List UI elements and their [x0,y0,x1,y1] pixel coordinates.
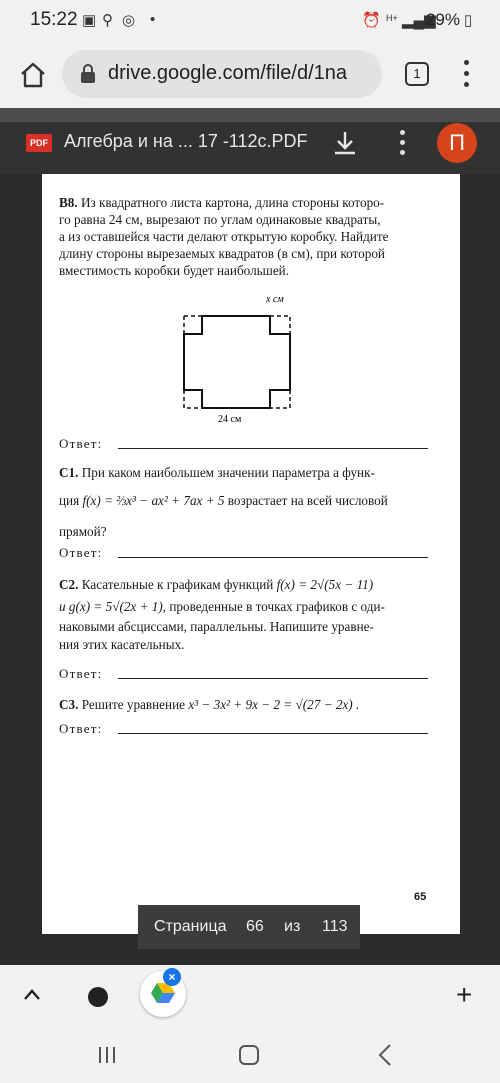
home-button[interactable] [18,60,48,90]
close-bubble-icon[interactable]: × [163,968,181,986]
more-options-button[interactable] [394,128,410,158]
page-indicator [138,905,360,949]
browser-toolbar [0,40,500,108]
b8-line-1: B8. Из квадратного листа картона, длина стороны которо- [59,195,385,210]
bottom-app-bar [0,965,500,1029]
b8-line-5: вместимость коробки будет наибольшей. [59,263,290,278]
page-indicator-of: из [284,918,301,935]
add-button[interactable]: + [456,979,473,1010]
pdf-viewer-header [0,108,500,174]
c2-line-3: наковыми абсциссами, параллельны. Напишите уравне- [59,619,374,634]
c2-formula-g: и g(x) = 5√(2x + 1), [59,599,167,614]
pdf-page [42,174,460,934]
c2-line-4: ния этих касательных. [59,637,185,652]
url-text[interactable]: drive.google.com/file/d/1na [108,62,348,84]
globe-icon[interactable] [88,987,108,1007]
page-number: 65 [414,891,427,903]
gallery-icon: ▣ [82,12,97,29]
document-title: Алгебра и на ... 17 -112с.PDF [64,131,308,151]
b8-line-3: а из оставшейся части делают открытую коробку. Найдите [59,229,389,244]
pdf-file-icon: PDF [26,134,52,152]
c2-answer-label: Ответ: [59,666,103,681]
previous-page-strip [0,108,500,122]
c1-answer-rule [118,557,428,558]
status-time: 15:22 [30,9,78,30]
download-button[interactable] [330,128,360,158]
chevron-up-icon[interactable] [22,985,42,1005]
system-navigation-bar [0,1029,500,1083]
network-type-icon: H+ [386,13,398,23]
c2-label: C2. [59,577,79,592]
c3-formula: x³ − 3x² + 9x − 2 = √(27 − 2x) . [188,697,360,712]
search-icon: ⚲ [102,12,113,29]
whatsapp-icon: ◎ [122,12,136,29]
b8-answer-rule [118,448,428,449]
b8-line-4: длину стороны вырезаемых квадратов (в см), при которой [59,246,385,261]
alarm-icon: ⏰ [362,12,381,29]
c1-line-2: ция f(x) = ⅔x³ − ax² + 7ax + 5 возрастает на всей числовой [59,493,388,508]
tabs-button[interactable]: 1 [405,62,429,86]
c3-line: C3. Решите уравнение x³ − 3x² + 9x − 2 = √(27 − 2x) . [59,697,360,712]
c1-label: C1. [59,465,79,480]
c2-line-2: и g(x) = 5√(2x + 1), проведенные в точках графиков с оди- [59,599,385,614]
account-avatar[interactable]: П [437,123,477,163]
current-page: 66 [246,918,264,935]
c2-answer-rule [118,678,428,679]
home-nav-icon[interactable] [239,1045,259,1065]
status-bar [0,0,500,40]
browser-menu-button[interactable] [458,58,474,90]
address-bar[interactable] [62,50,382,98]
b8-label: B8. [59,195,78,210]
c2-formula-f: f(x) = 2√(5x − 11) [276,577,374,592]
c2-line-1: C2. Касательные к графикам функций f(x) = 2√(5x − 11) [59,577,374,592]
diagram-bottom-label: 24 см [218,414,242,425]
b8-answer-label: Ответ: [59,436,103,451]
c1-answer-label: Ответ: [59,545,103,560]
recent-apps-icon[interactable] [97,1046,117,1064]
battery-level: 29% [425,10,460,29]
cardboard-box-diagram [182,292,312,427]
b8-line-2: го равна 24 см, вырезают по углам одинаковые квадраты, [59,212,381,227]
notification-dot: • [150,11,156,28]
c1-line-1: C1. При каком наибольшем значении параметра a функ- [59,465,375,480]
lock-icon [80,64,96,84]
total-pages: 113 [322,918,348,935]
c3-answer-rule [118,733,428,734]
battery-icon: ▯ [464,12,473,29]
c1-line-3: прямой? [59,524,107,539]
c3-label: C3. [59,697,79,712]
signal-icon: ▂▄▆ [402,12,436,29]
page-indicator-word: Страница [154,918,227,935]
back-nav-icon[interactable] [378,1043,392,1067]
diagram-top-label: x см [266,294,284,305]
c3-answer-label: Ответ: [59,721,103,736]
c1-formula: f(x) = ⅔x³ − ax² + 7ax + 5 [82,493,225,508]
